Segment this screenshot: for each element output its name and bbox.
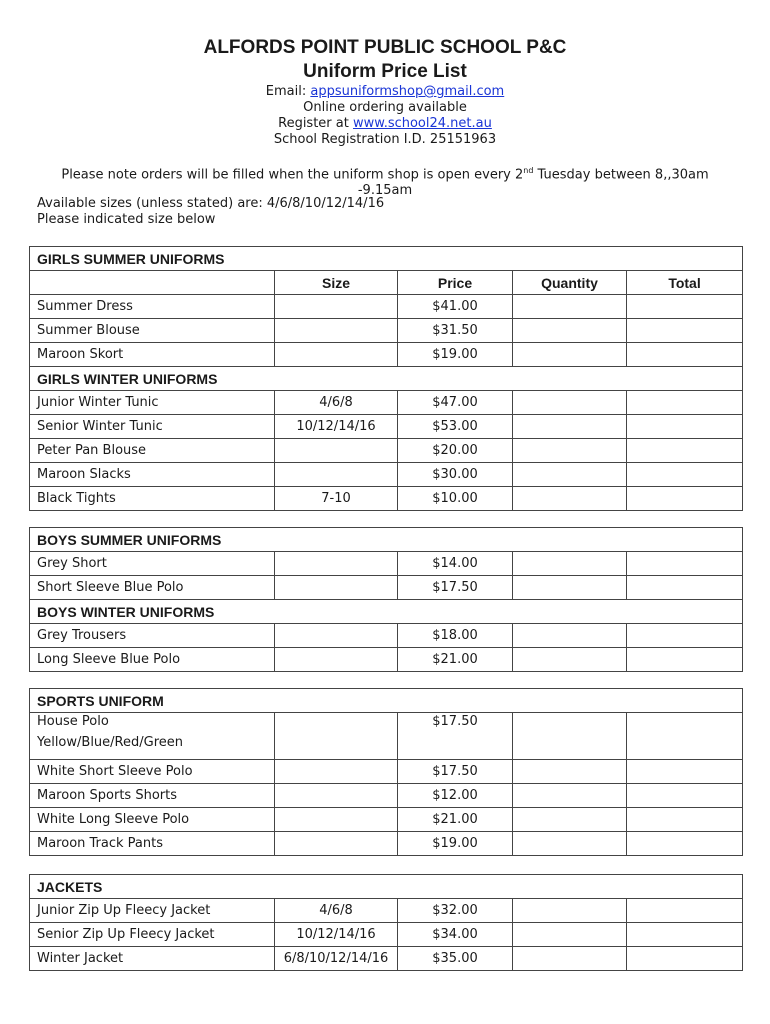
total-cell[interactable] [627,947,743,971]
table-row [30,415,743,439]
quantity-cell[interactable] [513,923,627,947]
total-cell[interactable] [627,784,743,808]
item-price: $20.00 [398,439,513,463]
item-name: White Short Sleeve Polo [30,760,275,784]
quantity-cell[interactable] [513,832,627,856]
item-size: 7-10 [275,487,398,511]
item-price: $30.00 [398,463,513,487]
opening-note [50,163,720,199]
total-cell[interactable] [627,713,743,760]
email-line [0,84,770,100]
table-row [30,760,743,784]
item-size [275,295,398,319]
quantity-cell[interactable] [513,576,627,600]
total-cell[interactable] [627,899,743,923]
register-link[interactable]: www.school24.net.au [352,116,492,131]
quantity-cell[interactable] [513,415,627,439]
note-text-end: Tuesday between 8,,30am -9.15am [357,167,709,199]
item-price: $35.00 [398,947,513,971]
quantity-cell[interactable] [513,760,627,784]
quantity-cell[interactable] [513,552,627,576]
total-cell[interactable] [627,576,743,600]
table-row [30,784,743,808]
quantity-cell[interactable] [513,899,627,923]
school-title: ALFORDS POINT PUBLIC SCHOOL P&C [203,37,567,58]
item-size [275,808,398,832]
item-name: Summer Blouse [30,319,275,343]
item-price: $21.00 [398,648,513,672]
total-cell[interactable] [627,624,743,648]
item-price: $19.00 [398,343,513,367]
sizes-info [37,196,384,228]
quantity-cell[interactable] [513,947,627,971]
size-instruction: Please indicated size below [37,212,216,227]
item-size [275,439,398,463]
boys-summer-heading: BOYS SUMMER UNIFORMS [30,528,743,552]
quantity-cell[interactable] [513,295,627,319]
item-name: Long Sleeve Blue Polo [30,648,275,672]
jackets-heading: JACKETS [30,875,743,899]
item-name: Black Tights [30,487,275,511]
quantity-cell[interactable] [513,808,627,832]
note-text: Please note orders will be filled when the uniform shop is open every 2 [61,167,524,183]
item-price: $19.00 [398,832,513,856]
item-size: 10/12/14/16 [275,415,398,439]
register-line [0,116,770,132]
item-size [275,552,398,576]
online-ordering-text: Online ordering available [303,100,467,115]
available-sizes: Available sizes (unless stated) are: 4/6/8/10/12/14/16 [37,196,385,211]
email-link[interactable]: appsuniformshop@gmail.com [310,84,505,99]
table-row [30,832,743,856]
total-cell[interactable] [627,487,743,511]
item-name: Senior Winter Tunic [30,415,275,439]
item-name: Summer Dress [30,295,275,319]
total-cell[interactable] [627,415,743,439]
header-blank [30,271,275,295]
boys-uniform-table [29,527,743,672]
item-size [275,832,398,856]
item-size: 4/6/8 [275,899,398,923]
item-size: 10/12/14/16 [275,923,398,947]
item-name: Maroon Slacks [30,463,275,487]
sports-uniform-table [29,688,743,856]
item-size: 4/6/8 [275,391,398,415]
table-row [30,319,743,343]
item-size [275,648,398,672]
item-price: $53.00 [398,415,513,439]
item-name [30,713,275,760]
total-cell[interactable] [627,391,743,415]
total-cell[interactable] [627,439,743,463]
quantity-cell[interactable] [513,648,627,672]
table-row [30,552,743,576]
total-cell[interactable] [627,808,743,832]
item-price: $17.50 [398,713,513,760]
jackets-table [29,874,743,971]
girls-summer-heading: GIRLS SUMMER UNIFORMS [30,247,743,271]
total-cell[interactable] [627,923,743,947]
quantity-column-header: Quantity [513,271,627,295]
item-price: $34.00 [398,923,513,947]
item-size: 6/8/10/12/14/16 [275,947,398,971]
item-price: $14.00 [398,552,513,576]
total-cell[interactable] [627,648,743,672]
item-size [275,624,398,648]
table-row [30,713,743,760]
item-price: $17.50 [398,576,513,600]
size-column-header: Size [275,271,398,295]
item-price: $18.00 [398,624,513,648]
item-name: Maroon Sports Shorts [30,784,275,808]
total-cell[interactable] [627,832,743,856]
item-size [275,343,398,367]
item-price: $17.50 [398,760,513,784]
item-price: $41.00 [398,295,513,319]
girls-winter-heading: GIRLS WINTER UNIFORMS [30,367,743,391]
sports-heading: SPORTS UNIFORM [30,689,743,713]
table-row [30,923,743,947]
item-name: Peter Pan Blouse [30,439,275,463]
table-row [30,899,743,923]
item-price: $21.00 [398,808,513,832]
item-size [275,713,398,760]
total-cell[interactable] [627,463,743,487]
total-cell[interactable] [627,295,743,319]
item-price: $47.00 [398,391,513,415]
item-name: Maroon Track Pants [30,832,275,856]
register-label: Register at [278,116,353,131]
item-name: Grey Short [30,552,275,576]
quantity-cell[interactable] [513,487,627,511]
registration-id: School Registration I.D. 25151963 [273,132,497,147]
table-row [30,808,743,832]
item-price: $32.00 [398,899,513,923]
document-header [0,36,770,148]
table-row [30,343,743,367]
table-row [30,487,743,511]
table-row [30,295,743,319]
table-row [30,648,743,672]
table-row [30,439,743,463]
item-name: Short Sleeve Blue Polo [30,576,275,600]
price-list-title: Uniform Price List [303,61,467,82]
item-size [275,760,398,784]
table-row [30,463,743,487]
item-price: $12.00 [398,784,513,808]
item-name-line1: House Polo [37,714,109,729]
item-name: Junior Winter Tunic [30,391,275,415]
quantity-cell[interactable] [513,439,627,463]
total-column-header: Total [627,271,743,295]
item-name: White Long Sleeve Polo [30,808,275,832]
item-price: $10.00 [398,487,513,511]
item-name: Maroon Skort [30,343,275,367]
item-name-line2: Yellow/Blue/Red/Green [37,735,183,750]
quantity-cell[interactable] [513,624,627,648]
item-name: Grey Trousers [30,624,275,648]
total-cell[interactable] [627,319,743,343]
quantity-cell[interactable] [513,463,627,487]
boys-winter-heading: BOYS WINTER UNIFORMS [30,600,743,624]
quantity-cell[interactable] [513,319,627,343]
table-row [30,947,743,971]
table-row [30,576,743,600]
table-row [30,391,743,415]
email-label: Email: [265,84,311,99]
quantity-cell[interactable] [513,784,627,808]
quantity-cell[interactable] [513,713,627,760]
quantity-cell[interactable] [513,391,627,415]
total-cell[interactable] [627,552,743,576]
girls-uniform-table [29,246,743,511]
note-ordinal: nd [523,166,534,175]
total-cell[interactable] [627,343,743,367]
item-price: $31.50 [398,319,513,343]
item-name: Winter Jacket [30,947,275,971]
item-name: Senior Zip Up Fleecy Jacket [30,923,275,947]
item-size [275,319,398,343]
price-column-header: Price [398,271,513,295]
total-cell[interactable] [627,760,743,784]
item-size [275,576,398,600]
quantity-cell[interactable] [513,343,627,367]
table-row [30,624,743,648]
item-name: Junior Zip Up Fleecy Jacket [30,899,275,923]
item-size [275,463,398,487]
item-size [275,784,398,808]
